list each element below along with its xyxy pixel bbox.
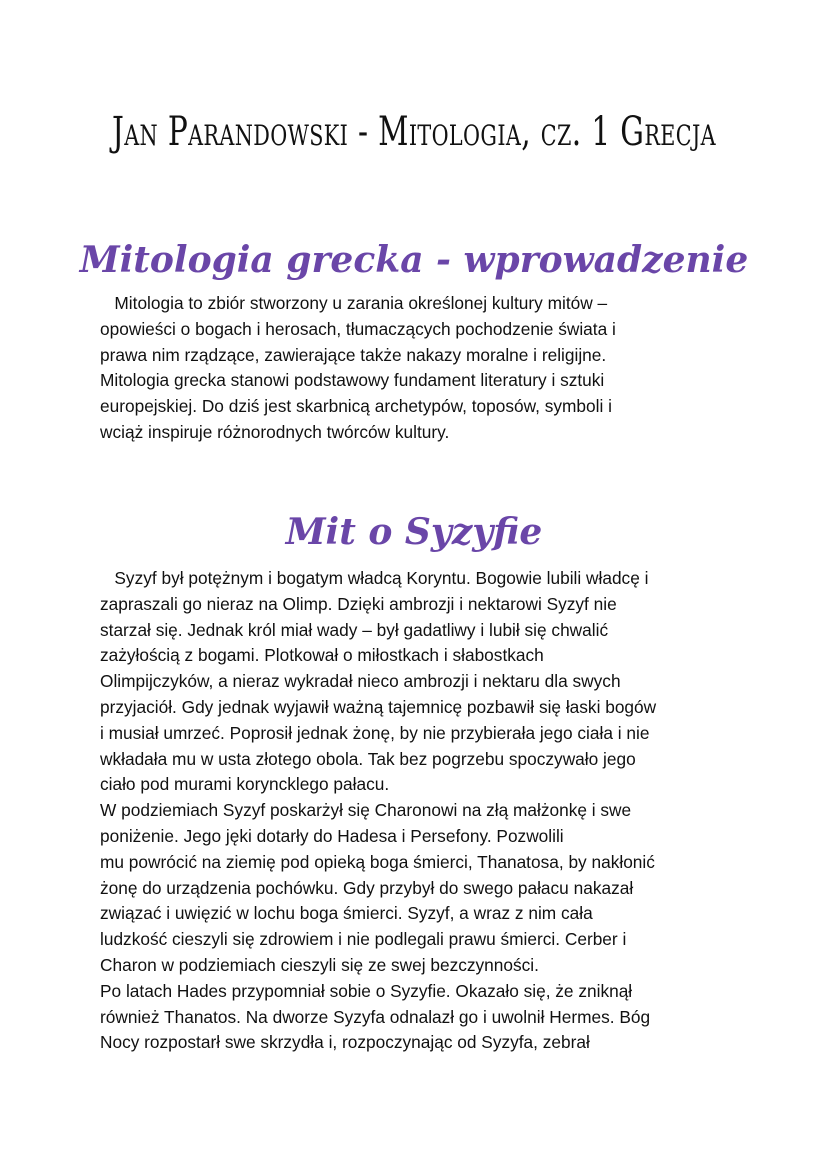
paragraph-line: wkładała mu w usta złotego obola. Tak bez pogrzebu spoczywało jego bbox=[100, 748, 636, 769]
paragraph-line: Mitologia grecka stanowi podstawowy fundament literatury i sztuki bbox=[100, 370, 605, 391]
paragraph-line: mu powrócić na ziemię pod opieką boga śmierci, Thanatosa, by nakłonić bbox=[100, 851, 655, 872]
intro-paragraph bbox=[100, 291, 740, 446]
paragraph-line: prawa nim rządzące, zawierające także nakazy moralne i religijne. bbox=[100, 344, 607, 365]
paragraph-line: przyjaciół. Gdy jednak wyjawił ważną tajemnicę pozbawił się łaski bogów bbox=[100, 696, 657, 717]
paragraph-line: Nocy rozpostarł swe skrzydła i, rozpoczynając od Syzyfa, zebrał bbox=[100, 1032, 590, 1053]
paragraph-line: związać i uwięzić w lochu boga śmierci. Syzyf, a wraz z nim cała bbox=[100, 903, 593, 924]
paragraph-line: Olimpijczyków, a nieraz wykradał nieco ambrozji i nektaru dla swych bbox=[100, 671, 621, 692]
document-title: Jan Parandowski - Mitologia, cz. 1 Grecja bbox=[111, 109, 717, 155]
paragraph-line: starzał się. Jednak król miał wady – był gadatliwy i lubił się chwalić bbox=[100, 619, 609, 640]
paragraph-line: ludzkość cieszyli się zdrowiem i nie podlegali prawu śmierci. Cerber i bbox=[100, 929, 627, 950]
paragraph-line: i musiał umrzeć. Poprosił jednak żonę, by nie przybierała jego ciała i nie bbox=[100, 722, 650, 743]
paragraph-line: opowieści o bogach i herosach, tłumaczących pochodzenie świata i bbox=[100, 318, 616, 339]
paragraph-line: również Thanatos. Na dworze Syzyfa odnalazł go i uwolnił Hermes. Bóg bbox=[100, 1006, 651, 1027]
paragraph-line: Syzyf był potężnym i bogatym władcą Koryntu. Bogowie lubili władcę i bbox=[100, 568, 649, 588]
paragraph-line: Mitologia to zbiór stworzony u zarania określonej kultury mitów – bbox=[100, 293, 608, 313]
paragraph-line: zażyłością z bogami. Plotkował o miłostkach i słabostkach bbox=[100, 645, 544, 666]
paragraph-line: Charon w podziemiach cieszyli się ze swej bezczynności. bbox=[100, 954, 539, 975]
paragraph-line: zapraszali go nieraz na Olimp. Dzięki ambrozji i nektarowi Syzyf nie bbox=[100, 593, 617, 614]
paragraph-line: europejskiej. Do dziś jest skarbnicą archetypów, toposów, symboli i bbox=[100, 396, 612, 417]
section-heading-sisyphus: Mit o Syzyfie bbox=[285, 511, 543, 553]
paragraph-line: poniżenie. Jego jęki dotarły do Hadesa i Persefony. Pozwolili bbox=[100, 825, 564, 846]
paragraph-line: Po latach Hades przypomniał sobie o Syzyfie. Okazało się, że zniknął bbox=[100, 980, 633, 1001]
paragraph-line: żonę do urządzenia pochówku. Gdy przybył do swego pałacu nakazał bbox=[100, 877, 634, 898]
paragraph-line: ciało pod murami koryncklego pałacu. bbox=[100, 774, 390, 795]
paragraph-line: W podziemiach Syzyf poskarżył się Charonowi na złą małżonkę i swe bbox=[100, 800, 632, 821]
section-heading-intro: Mitologia grecka - wprowadzenie bbox=[79, 239, 749, 281]
paragraph-line: wciąż inspiruje różnorodnych twórców kultury. bbox=[100, 421, 450, 442]
sisyphus-paragraph bbox=[100, 566, 740, 1056]
